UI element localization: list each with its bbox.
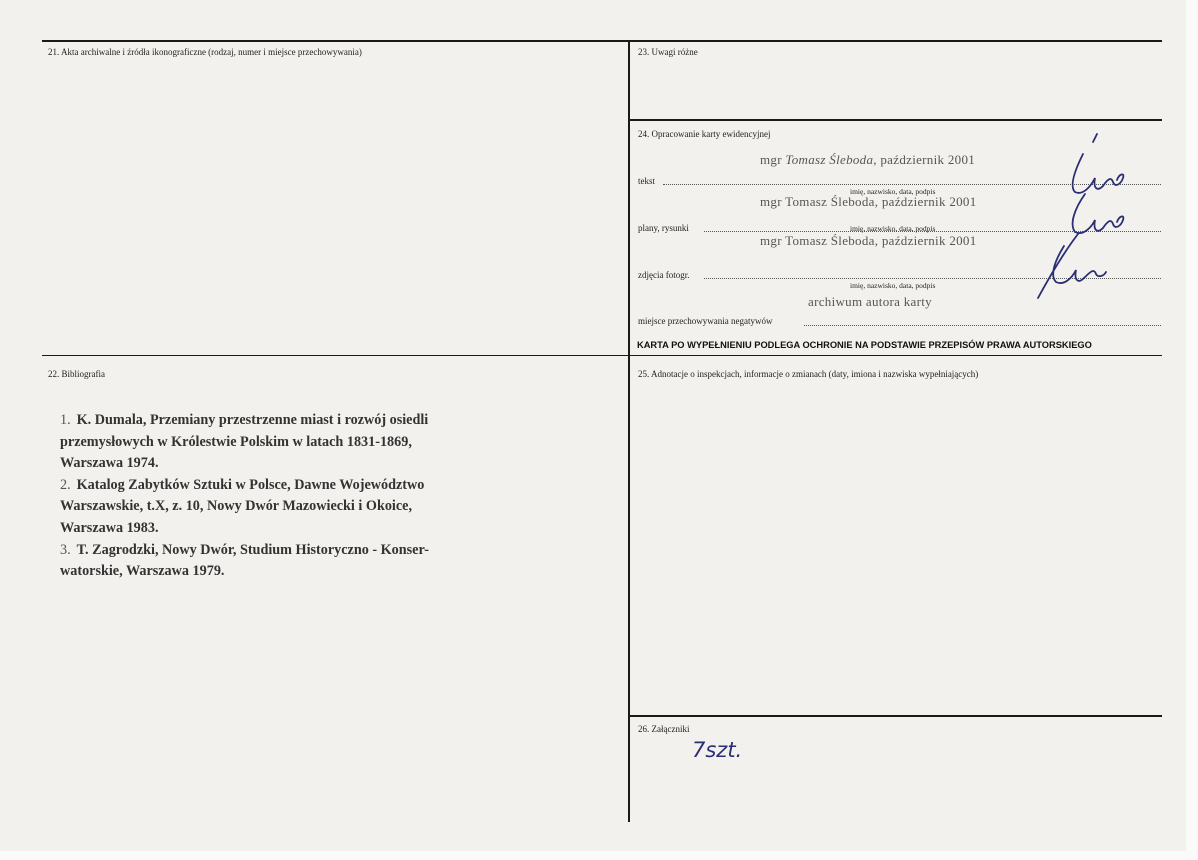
zdjecia-caption: imię, nazwisko, data, podpis <box>850 281 936 290</box>
bibliography-item-line: Warszawa 1974. <box>60 455 159 472</box>
plany-caption: imię, nazwisko, data, podpis <box>850 224 936 233</box>
bibliography-list <box>60 410 530 583</box>
section-21-label: 21. Akta archiwalne i źródła ikonograficzne (rodzaj, numer i miejsce przechowywania) <box>48 47 362 57</box>
bibliography-item-line: Warszawa 1983. <box>60 519 159 536</box>
tekst-author-name: Tomasz Śleboda <box>785 152 874 167</box>
s25-bottom-border <box>630 715 1162 717</box>
plany-value: mgr Tomasz Śleboda, październik 2001 <box>760 194 977 209</box>
scan-edge-right <box>1186 0 1198 860</box>
signature-zdjecia <box>1020 232 1110 302</box>
bibliography-item-line: przemysłowych w Królestwie Polskim w latach 1831-1869, <box>60 433 412 450</box>
miejsce-value: archiwum autora karty <box>808 294 932 309</box>
top-border <box>42 40 1162 42</box>
section-26-label: 26. Załączniki <box>638 724 690 734</box>
section-23-label: 23. Uwagi różne <box>638 47 698 57</box>
section-24-label: 24. Opracowanie karty ewidencyjnej <box>638 129 771 139</box>
copyright-notice: KARTA PO WYPEŁNIENIU PODLEGA OCHRONIE NA PODSTAWIE PRZEPISÓW PRAWA AUTORSKIEGO <box>637 340 1092 350</box>
s23-bottom-border <box>630 119 1162 121</box>
bottom-border <box>42 355 1162 356</box>
bibliography-item: 2. Katalog Zabytków Sztuki w Polsce, Dawne Województwo <box>60 476 425 493</box>
bibliography-item-line: Warszawskie, t.X, z. 10, Nowy Dwór Mazowiecki i Okoice, <box>60 498 413 515</box>
miejsce-dotted-line <box>804 325 1161 326</box>
bibliography-item: 1. K. Dumala, Przemiany przestrzenne miast i rozwój osiedli <box>60 412 429 428</box>
section-22-label: 22. Bibliografia <box>48 369 105 379</box>
tekst-prefix: mgr <box>760 152 786 167</box>
bibliography-item-line: watorskie, Warszawa 1979. <box>60 563 225 580</box>
section-25-label: 25. Adnotacje o inspekcjach, informacje o zmianach (daty, imiona i nazwiska wypełniających) <box>638 369 979 379</box>
tekst-value <box>760 152 975 168</box>
miejsce-label: miejsce przechowywania negatywów <box>638 316 773 326</box>
center-divider <box>628 40 630 822</box>
attachments-count: 7szt. <box>692 738 743 762</box>
bibliography-item: 3. T. Zagrodzki, Nowy Dwór, Studium Historyczno - Konser- <box>60 541 429 558</box>
scan-edge-bottom <box>0 851 1198 860</box>
tekst-caption: imię, nazwisko, data, podpis <box>850 187 936 196</box>
zdjecia-value: mgr Tomasz Śleboda, październik 2001 <box>760 233 977 248</box>
zdjecia-label: zdjęcia fotogr. <box>638 270 690 280</box>
tekst-suffix: , październik 2001 <box>873 152 976 167</box>
tekst-label: tekst <box>638 176 655 186</box>
plany-label: plany, rysunki <box>638 223 689 233</box>
